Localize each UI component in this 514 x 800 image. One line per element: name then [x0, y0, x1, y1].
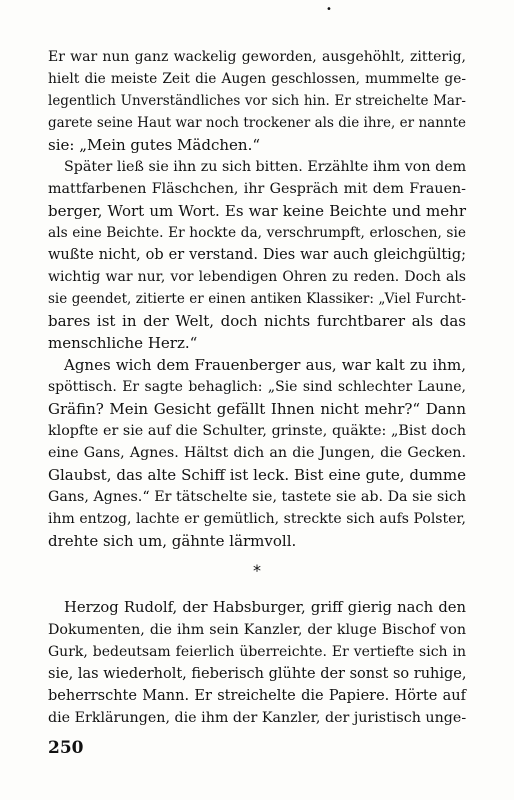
- text-line: legentlich Unverständliches vor sich hin. Er streichelte Mar-: [48, 93, 466, 109]
- text-line: beherrschte Mann. Er streichelte die Papiere. Hörte auf: [48, 688, 466, 704]
- text-line: Gurk, bedeutsam feierlich überreichte. Er vertiefte sich in: [48, 644, 466, 660]
- text-line: ihm entzog, lachte er gemütlich, streckte sich aufs Polster,: [48, 511, 466, 527]
- text-line: mattfarbenen Fläschchen, ihr Gespräch mit dem Frauen-: [48, 181, 466, 197]
- text-line: menschliche Herz.“: [48, 334, 198, 352]
- paragraph-1: [48, 46, 466, 156]
- text-section-1: [48, 46, 466, 552]
- text-line: Später ließ sie ihn zu sich bitten. Erzählte ihm von dem: [64, 159, 467, 175]
- text-line: Glaubst, das alte Schiff ist leck. Bist eine gute, dumme: [48, 466, 466, 484]
- text-line: Gräfin? Mein Gesicht gefällt Ihnen nicht mehr?“ Dann: [48, 400, 466, 418]
- text-line: Er war nun ganz wackelig geworden, ausgehöhlt, zitterig,: [48, 49, 466, 65]
- text-line: sie geendet, zitierte er einen antiken Klassiker: „Viel Furcht-: [48, 291, 466, 307]
- text-line: drehte sich um, gähnte lärmvoll.: [48, 532, 297, 550]
- text-line: Dokumenten, die ihm sein Kanzler, der kluge Bischof von: [48, 622, 466, 638]
- text-line: eine Gans, Agnes. Hältst dich an die Jungen, die Gecken.: [48, 445, 466, 461]
- text-line: sie: „Mein gutes Mädchen.“: [48, 136, 260, 154]
- text-line: wußte nicht, ob er verstand. Dies war auch gleichgültig;: [48, 247, 466, 263]
- text-section-2: [48, 597, 466, 729]
- top-dot-mark: •: [326, 4, 332, 15]
- text-line: die Erklärungen, die ihm der Kanzler, der juristisch unge-: [48, 710, 467, 726]
- text-line: berger, Wort um Wort. Es war keine Beichte und mehr: [48, 202, 466, 220]
- text-line: wichtig war nur, vor lebendigen Ohren zu reden. Doch als: [48, 269, 466, 285]
- text-line: klopfte er sie auf die Schulter, grinste, quäkte: „Bist doch: [48, 423, 466, 439]
- text-line: hielt die meiste Zeit die Augen geschlossen, mummelte ge-: [48, 71, 466, 87]
- text-line: spöttisch. Er sagte behaglich: „Sie sind schlechter Laune,: [48, 379, 466, 395]
- text-line: bares ist in der Welt, doch nichts furchtbarer als das: [48, 312, 466, 330]
- text-line: Gans, Agnes.“ Er tätschelte sie, tastete sie ab. Da sie sich: [48, 489, 466, 505]
- page-number: 250: [48, 738, 84, 758]
- text-line: Agnes wich dem Frauenberger aus, war kalt zu ihm,: [64, 356, 466, 374]
- text-line: garete seine Haut war noch trockener als die ihre, er nannte: [48, 115, 466, 131]
- paragraph-2: [48, 156, 466, 354]
- text-line: als eine Beichte. Er hockte da, verschrumpft, erloschen, sie: [48, 225, 466, 241]
- text-line: sie, las wiederholt, fieberisch glühte der sonst so ruhige,: [48, 666, 467, 682]
- text-line: Herzog Rudolf, der Habsburger, griff gierig nach den: [64, 599, 466, 616]
- paragraph-3: [48, 354, 466, 552]
- paragraph-4: [48, 597, 466, 729]
- section-separator: *: [253, 561, 261, 580]
